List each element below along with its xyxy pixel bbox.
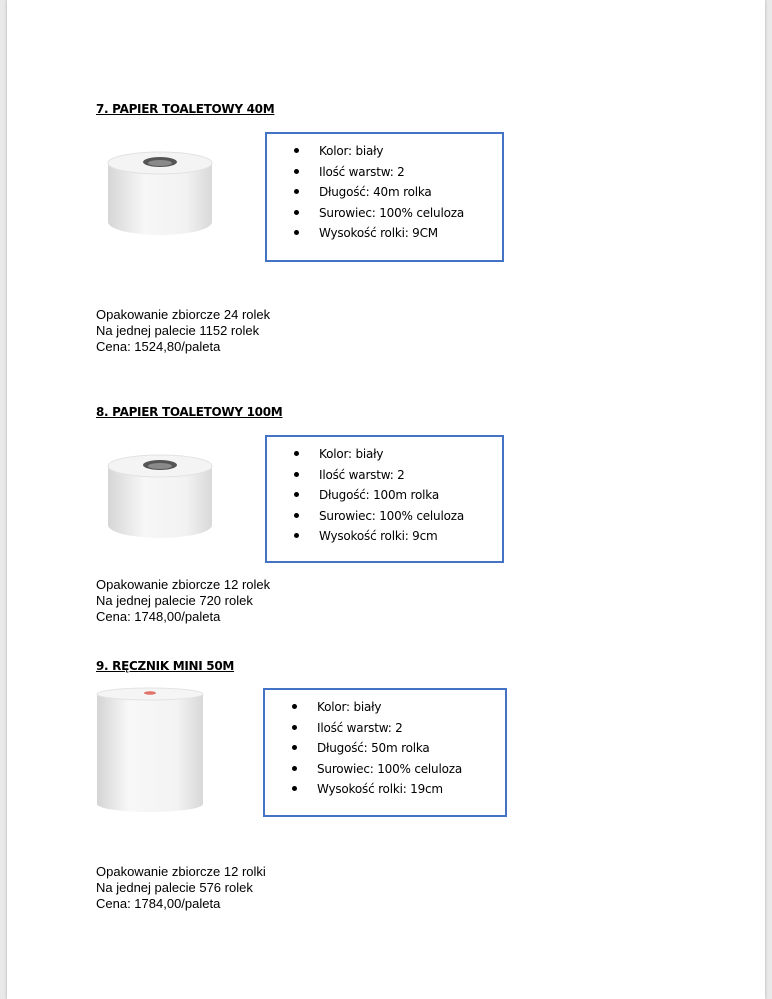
product-8-spec-box <box>265 435 504 563</box>
spec-material: Surowiec: 100% celuloza <box>319 506 464 527</box>
spec-height: Wysokość rolki: 19cm <box>317 779 462 800</box>
spec-color: Kolor: biały <box>319 444 464 465</box>
pallet-quantity: Na jednej palecie 720 rolek <box>96 593 253 608</box>
price: Cena: 1784,00/paleta <box>96 896 221 911</box>
bullet-icon <box>294 210 299 215</box>
paper-towel-roll-icon <box>95 686 205 814</box>
pallet-quantity: Na jednej palecie 576 rolek <box>96 880 253 895</box>
price: Cena: 1524,80/paleta <box>96 339 221 354</box>
spec-length: Długość: 100m rolka <box>319 485 464 506</box>
bullet-icon <box>292 786 297 791</box>
product-8-title: 8. PAPIER TOALETOWY 100M <box>96 405 283 419</box>
bullet-icon <box>294 230 299 235</box>
product-7-spec-list <box>319 141 464 244</box>
bullet-icon <box>294 472 299 477</box>
bullet-icon <box>294 169 299 174</box>
toilet-roll-jumbo-icon <box>104 453 216 543</box>
product-9-pack-info <box>96 864 266 912</box>
spec-layers: Ilość warstw: 2 <box>319 162 464 183</box>
bullet-icon <box>292 745 297 750</box>
product-7-pack-info <box>96 307 270 355</box>
product-9-title: 9. RĘCZNIK MINI 50M <box>96 659 235 673</box>
pallet-quantity: Na jednej palecie 1152 rolek <box>96 323 260 338</box>
product-7-title: 7. PAPIER TOALETOWY 40M <box>96 102 275 116</box>
pack-quantity: Opakowanie zbiorcze 12 rolek <box>96 577 271 592</box>
bullet-icon <box>294 533 299 538</box>
bullet-icon <box>292 725 297 730</box>
product-9-spec-box <box>263 688 507 817</box>
price: Cena: 1748,00/paleta <box>96 609 221 624</box>
bullet-icon <box>294 451 299 456</box>
spec-color: Kolor: biały <box>317 697 462 718</box>
bullet-icon <box>294 148 299 153</box>
spec-material: Surowiec: 100% celuloza <box>319 203 464 224</box>
spec-color: Kolor: biały <box>319 141 464 162</box>
pack-quantity: Opakowanie zbiorcze 24 rolek <box>96 307 271 322</box>
spec-length: Długość: 50m rolka <box>317 738 462 759</box>
bullet-icon <box>294 492 299 497</box>
bullet-icon <box>292 766 297 771</box>
bullet-icon <box>294 513 299 518</box>
product-8-pack-info <box>96 577 270 625</box>
spec-length: Długość: 40m rolka <box>319 182 464 203</box>
toilet-roll-jumbo-icon <box>104 150 216 240</box>
spec-material: Surowiec: 100% celuloza <box>317 759 462 780</box>
bullet-icon <box>294 189 299 194</box>
spec-height: Wysokość rolki: 9cm <box>319 526 464 547</box>
spec-height: Wysokość rolki: 9CM <box>319 223 464 244</box>
spec-layers: Ilość warstw: 2 <box>319 465 464 486</box>
product-7-spec-box <box>265 132 504 262</box>
product-9-spec-list <box>317 697 462 800</box>
product-8-spec-list <box>319 444 464 547</box>
spec-layers: Ilość warstw: 2 <box>317 718 462 739</box>
bullet-icon <box>292 704 297 709</box>
pack-quantity: Opakowanie zbiorcze 12 rolki <box>96 864 266 879</box>
